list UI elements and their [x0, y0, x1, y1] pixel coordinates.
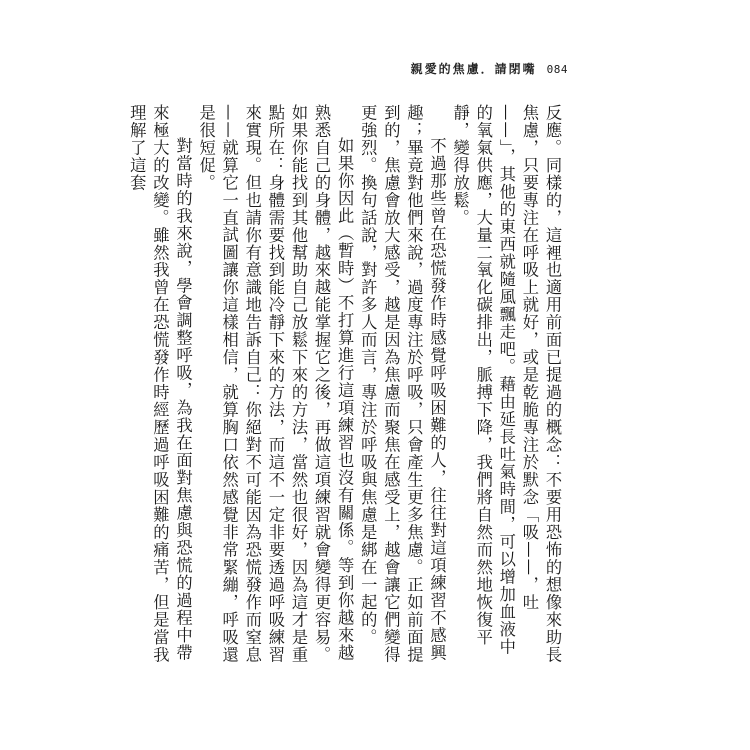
running-header [411, 60, 568, 77]
page-number: 084 [546, 63, 568, 76]
paragraph-2: 不過那些曾在恐慌發作時感覺呼吸困難的人，往往對這項練習不感興趣；畢竟對他們來說，過度專注於呼吸，只會產生更多焦慮。正如前面提到的，焦慮會放大感受，越是因為焦慮而聚焦在感受上，越會讓它們變得更強烈。換句話說，對許多人而言，專注於呼吸與焦慮是綁在一起的。 [358, 104, 447, 664]
paragraph-3: 如果你因此（暫時）不打算進行這項練習也沒有關係。等到你越來越熟悉自己的身體，越來越能掌握它之後，再做這項練習就會變得更容易。如果你能找到其他幫助自己放鬆下來的方法，當然也很好，因為這才是重點所在：身體需要找到能冷靜下來的方法，而這不一定非要透過呼吸練習來實現。但也請你有意識地告訴自己：你絕對不可能因為恐慌發作而窒息——就算它一直試圖讓你這樣相信，就算胸口依然感覺非常緊繃，呼吸還是很短促。 [196, 104, 355, 664]
vertical-body-text [127, 104, 564, 664]
paragraph-4: 對當時的我來說，學會調整呼吸，為我在面對焦慮與恐慌的過程中帶來極大的改變。雖然我曾在恐慌發作時經歷過呼吸困難的痛苦，但是當我理解了這套 [127, 104, 193, 664]
paragraph-1: 反應。同樣的，這裡也適用前面已提過的概念：不要用恐怖的想像來助長焦慮，只要專注在呼吸上就好，或是乾脆專注於默念「吸——，吐——」，其他的東西就隨風飄走吧。藉由延長吐氣時間，可以增加血液中的氧氣供應，大量二氧化碳排出，脈搏下降，我們將自然而然地恢復平靜，變得放鬆。 [450, 104, 562, 664]
running-title: 親愛的焦慮．請閉嘴 [410, 62, 537, 76]
